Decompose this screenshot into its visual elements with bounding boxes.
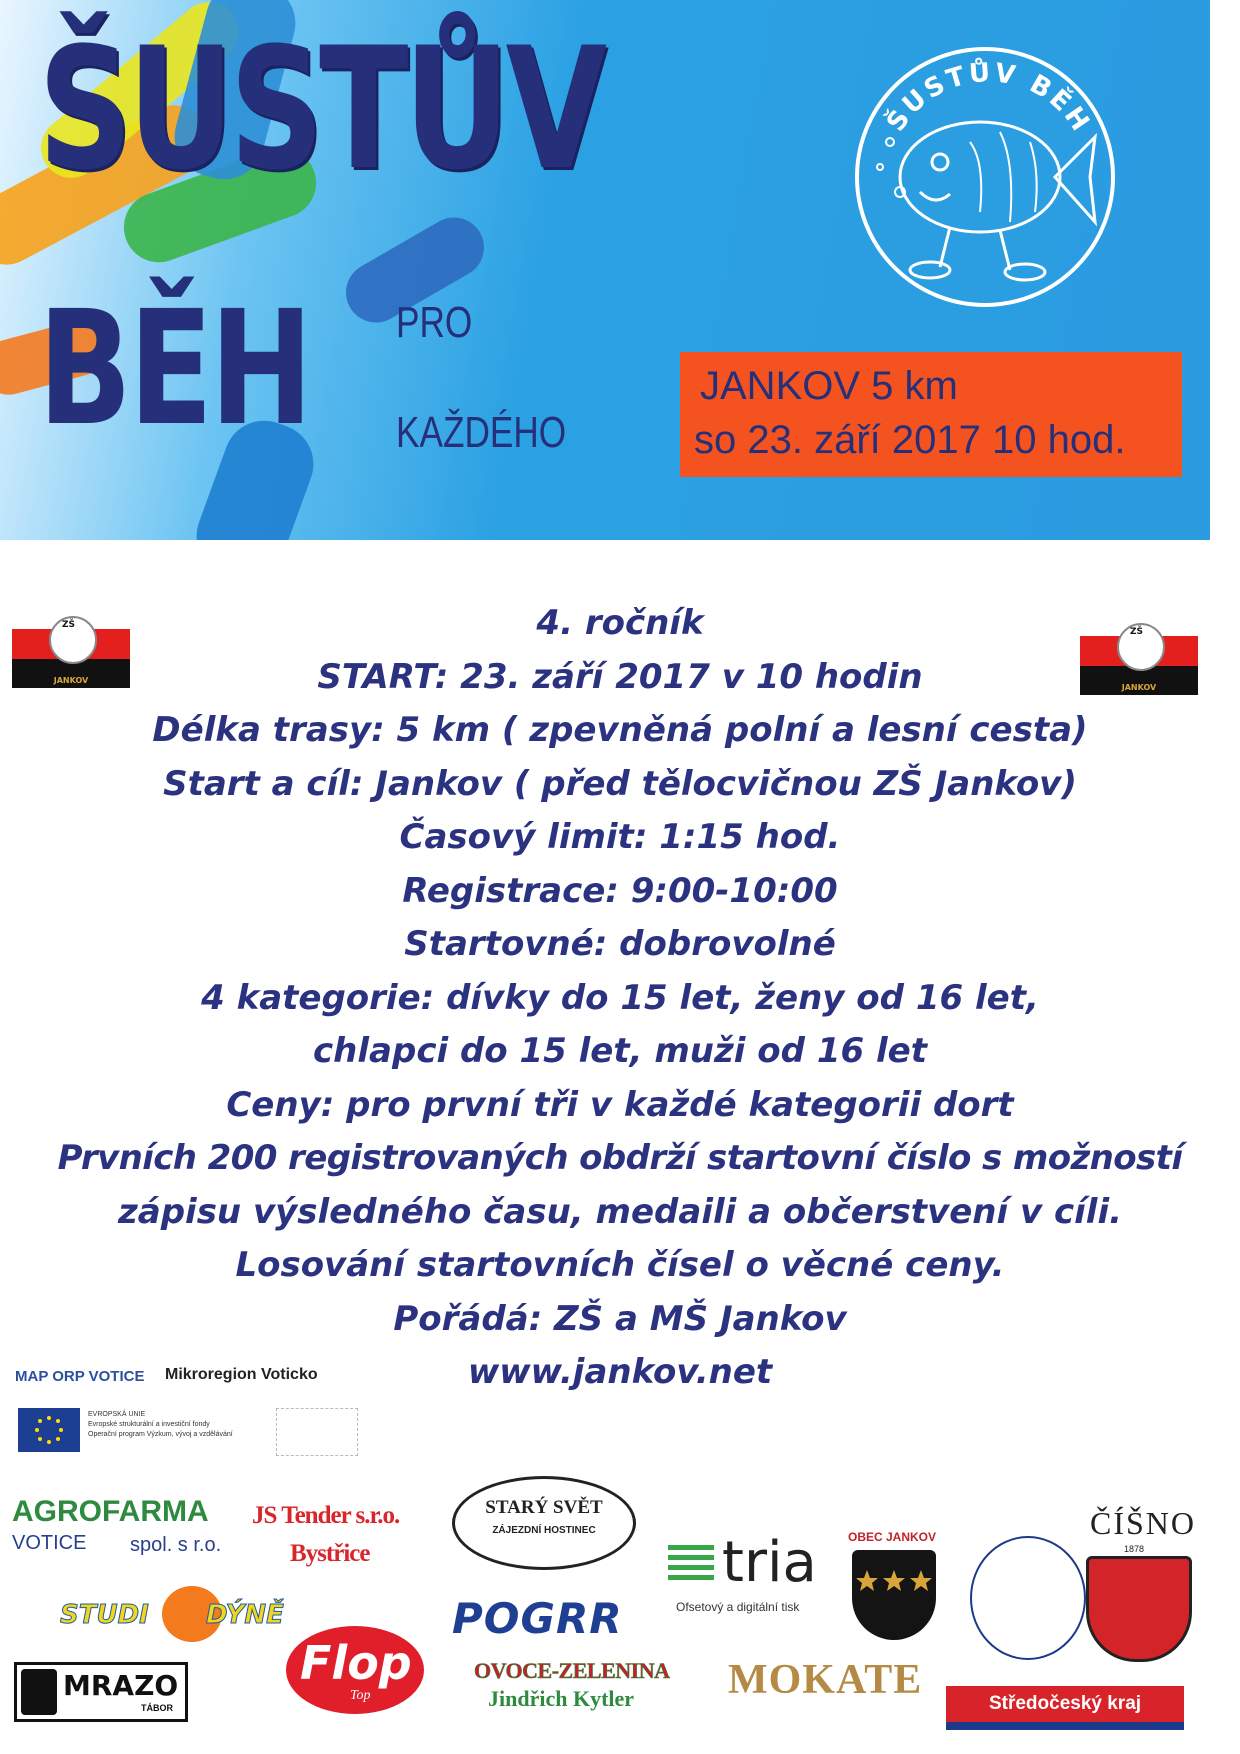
info-distance: Délka trasy: 5 km ( zpevněná polní a lesní cesta)	[152, 710, 1088, 750]
info-start: START: 23. září 2017 v 10 hodin	[317, 656, 923, 697]
mikroregion-voticko-logo: Mikroregion Voticko	[165, 1366, 318, 1383]
info-fee: Startovné: dobrovolné	[404, 924, 836, 964]
mrazo-name: MRAZO	[63, 1669, 179, 1702]
event-place-distance: JANKOV 5 km	[700, 364, 958, 408]
stary-svet-name: STARÝ SVĚT	[485, 1497, 603, 1518]
title-beh: BĚH	[38, 277, 310, 461]
stary-svet-logo	[452, 1476, 636, 1570]
js-tender-city: Bystřice	[290, 1540, 370, 1567]
stredocesky-kraj-logo	[946, 1686, 1184, 1730]
logo-text: ŠUSTŮV BĚH	[880, 57, 1097, 139]
msmt-logo	[276, 1408, 358, 1456]
flag-name: JANKOV	[1121, 683, 1157, 692]
mrazo-logo	[14, 1662, 188, 1722]
cisno-label: ČÍŠNO	[1090, 1505, 1197, 1541]
flag-name: JANKOV	[53, 676, 89, 685]
eu-flag-icon	[18, 1408, 80, 1452]
eu-line-3: Operační program Výzkum, vývoj a vzdělávání	[88, 1431, 233, 1438]
pogrr-logo: POGRR	[452, 1594, 623, 1643]
info-first-200: Prvních 200 registrovaných obdrží startovní číslo s možností	[57, 1138, 1183, 1178]
obec-jankov-coat-of-arms	[852, 1550, 936, 1640]
js-tender-logo: JS Tender s.r.o.	[252, 1502, 400, 1529]
eu-line-1: EVROPSKÁ UNIE	[88, 1411, 146, 1418]
info-first-200-cont: zápisu výsledného času, medaili a občerstvení v cíli.	[117, 1191, 1123, 1232]
info-lottery: Losování startovních čísel o věcné ceny.	[235, 1245, 1005, 1285]
header-banner	[0, 0, 1210, 540]
flag-badge: ZŠ	[1130, 627, 1144, 637]
cisno-year: 1878	[1124, 1544, 1145, 1554]
svg-text:ŠUSTŮV BĚH	[879, 55, 1096, 139]
stary-svet-sub: ZÁJEZDNÍ HOSTINEC	[492, 1525, 596, 1536]
studio-dyne-right: DÝNĚ	[206, 1600, 284, 1630]
eu-line-2: Evropské strukturální a investiční fondy	[88, 1421, 210, 1428]
info-edition: 4. ročník	[536, 603, 704, 643]
info-website[interactable]: www.jankov.net	[467, 1352, 773, 1392]
event-date-time: so 23. září 2017 10 hod.	[694, 418, 1126, 462]
tria-stripes-icon	[668, 1545, 714, 1591]
flop-sub: Top	[350, 1688, 371, 1703]
agrofarma-company: spol. s r.o.	[130, 1534, 222, 1556]
agrofarma-city: VOTICE	[12, 1532, 87, 1554]
mokate-logo: MOKATE	[728, 1657, 923, 1703]
agrofarma-logo: AGROFARMA	[12, 1495, 209, 1528]
title-sustuv: ŠUSTŮV	[38, 11, 603, 207]
sustuv-beh-logo	[850, 42, 1120, 312]
info-organizer: Pořádá: ZŠ a MŠ Jankov	[393, 1298, 847, 1339]
mrazo-sub: TÁBOR	[141, 1703, 173, 1713]
flop-name: Flop	[300, 1636, 412, 1690]
info-prizes: Ceny: pro první tři v každé kategorii dort	[226, 1084, 1014, 1125]
obec-jankov-label: OBEC JANKOV	[848, 1530, 937, 1544]
stredocesky-kraj-name: Středočeský kraj	[988, 1693, 1142, 1714]
cisno-coat-of-arms	[1086, 1556, 1192, 1662]
flag-badge: ZŠ	[62, 620, 76, 630]
info-categories-1: 4 kategorie: dívky do 15 let, ženy od 16 let,	[201, 977, 1039, 1018]
subtitle-pro: PRO	[396, 298, 473, 347]
map-orp-votice-logo: MAP ORP VOTICE	[15, 1368, 145, 1385]
mrazo-icon	[21, 1669, 57, 1715]
subtitle-kazdeho: KAŽDÉHO	[396, 408, 567, 457]
ovoce-zelenina-logo: OVOCE-ZELENINA	[474, 1658, 670, 1683]
studio-dyne-left: STUDI	[60, 1600, 149, 1630]
info-start-finish: Start a cíl: Jankov ( před tělocvičnou ZŠ Jankov)	[163, 763, 1077, 804]
flop-logo	[286, 1626, 424, 1714]
restaurant-emblem	[970, 1536, 1086, 1660]
event-info	[0, 597, 1240, 1400]
tria-sub: Ofsetový a digitální tisk	[676, 1600, 800, 1614]
info-time-limit: Časový limit: 1:15 hod.	[399, 817, 841, 857]
event-box	[680, 352, 1182, 477]
tria-logo: tria	[722, 1530, 817, 1595]
info-registration: Registrace: 9:00-10:00	[402, 870, 838, 911]
info-categories-2: chlapci do 15 let, muži od 16 let	[313, 1031, 927, 1071]
eu-text	[88, 1410, 233, 1440]
ovoce-zelenina-owner: Jindřich Kytler	[488, 1686, 635, 1711]
